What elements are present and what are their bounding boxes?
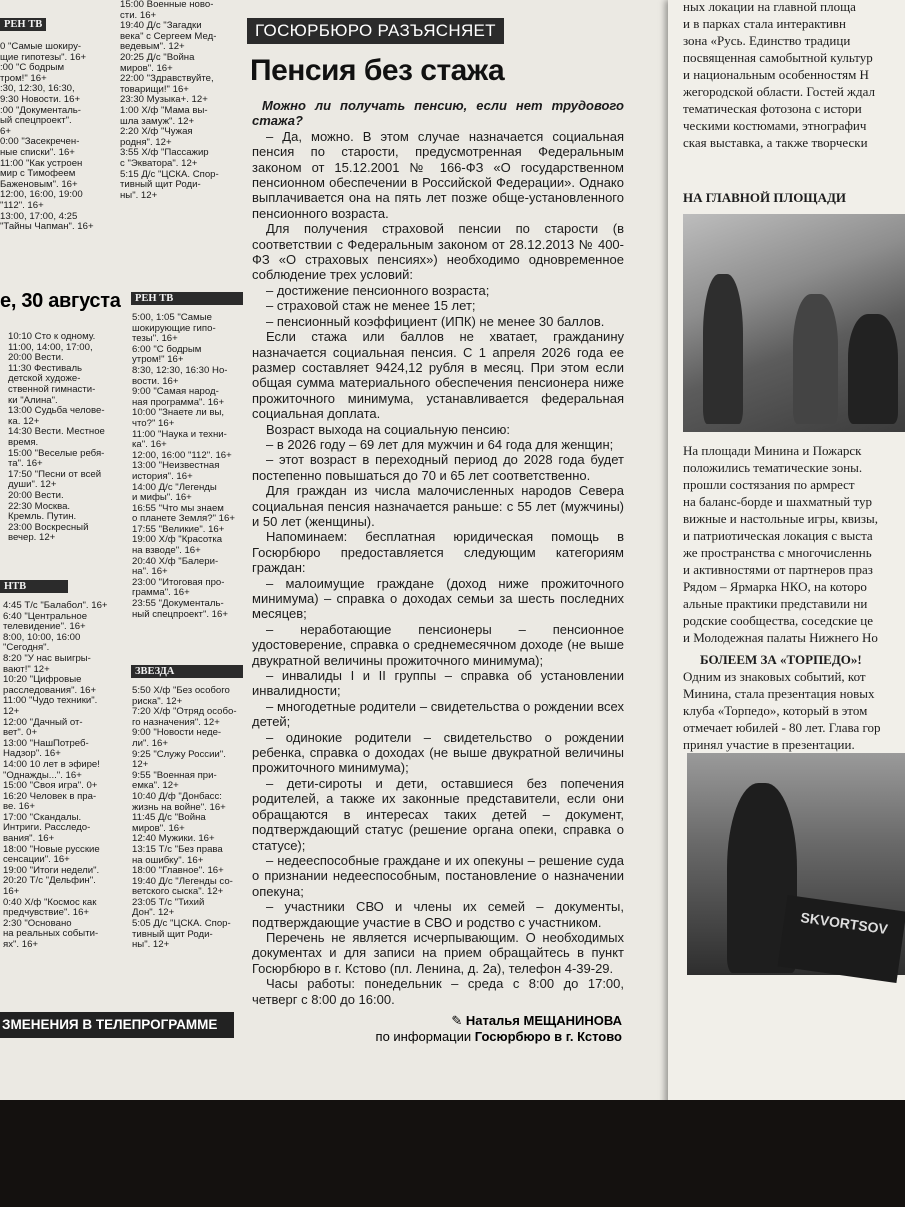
pen-icon: ✎ [451,1013,466,1028]
festival-photo [683,214,905,432]
table-background [0,1100,905,1207]
right-low-text: Одним из знаковых событий, кот Минина, стала презентация новых клуба «Торпедо», который в этом отмечает юбилей - 80 лет. Глава гор принял участие в презентации. [683,669,881,752]
tv-column-channel1 [8,332,122,544]
article-list-item: – пенсионный коэффициент (ИПК) не менее 30 баллов. [266,313,605,329]
article-paragraph: Напоминаем: бесплатная юридическая помощь в Госюрбюро предоставляется следующим категориям граждан: [252,529,624,576]
section-heading-main-square: НА ГЛАВНОЙ ПЛОЩАДИ [683,190,847,205]
right-mid-text: На площади Минина и Пожарск положились тематические зоны. прошли состязания по армрест на баланс-борде и шахматный тур вижные и настольные игры, квизы, и патриотическая локация с выста же пространства с многочисленнь и активностями от партнеров праз Рядом – Ярмарка НКО, на которо альные практики представили ни родские сообщества, соседские це и Молодежная палаты Нижнего Но [683,443,879,645]
article-list-item: – одинокие родители – свидетельство о рождении ребенка, справка о доходах (не выше двукратной величины прожиточного минимума); [252,729,624,776]
tv-changes-banner: ЗМЕНЕНИЯ В ТЕЛЕПРОГРАММЕ [0,1012,234,1038]
article-list-item: – инвалиды I и II группы – справка об установлении инвалидности; [252,668,624,699]
article-body [252,98,624,1007]
tv-column-ren [132,313,242,620]
tv-listing: 5:00, 1:05 "Самые шокирующие гипо- тезы". 16+ 6:00 "С бодрым утром!" 16+ 8:30, 12:30, 16:30 Но- вости. 16+ 9:00 "Самая народ- ная программа". 16+ 10:00 "Знаете ли вы, что?" 16+ 11:00 "Наука и техни- ка". 16+ 12:00, 16:00 "112". 16+ 13:00 "Неизвестная история". 16+ 14:00 Д/с "Легенды и мифы". 16+ 16:55 "Что мы знаем о планете Земля?" 16+ 17:55 "Великие". 16+ 19:00 Х/ф "Красотка на взводе". 16+ 20:40 Х/ф "Балери- на". 16+ 23:00 "Итоговая про- грамма". 16+ 23:55 "Документаль- ный спецпроект". 16+ [132,312,235,620]
article-paragraph: Для получения страховой пенсии по старости (в соответствии с Федеральным законом от 28.12.2013 № 400-ФЗ «О страховых пенсиях») необходимо одновременное соблюдение трех условий: [252,221,624,283]
article-paragraph: Для граждан из числа малочисленных народов Севера социальная пенсия назначается раньше: с 55 лет (мужчины) и 50 лет (женщины). [252,483,624,529]
article-list-item: – многодетные родители – свидетельства о рождении всех детей; [252,698,624,730]
channel-label-zvezda: ЗВЕЗДА [131,665,243,678]
section-heading-torpedo: БОЛЕЕМ ЗА «ТОРПЕДО»! [700,652,862,667]
tv-listing: 10:10 Сто к одному. 11:00, 14:00, 17:00, 20:00 Вести. 11:30 Фестиваль детской художе- ственной гимнасти- ки "Алина". 13:00 Судьба челове- ка. 12+ 14:30 Вести. Местное время. 15:00 "Веселые ребя- та". 16+ 17:50 "Песни от всей души". 12+ 20:00 Вести. 22:30 Москва. Кремль. Путин. 23:00 Воскресный вечер. 12+ [8,331,105,544]
article-list-item: – участники СВО и члены их семей – документы, подтверждающие участие в СВО и родство с участником. [252,899,624,930]
article-list-item: – этот возраст в переходный период до 2028 года будет постепенно повышаться до 70 и 65 лет соответственно. [252,452,624,483]
hockey-jersey: SKVORTSOV [778,895,905,983]
article-list-item: – в 2026 году – 69 лет для мужчин и 64 года для женщин; [266,436,614,452]
source-name: Госюрбюро в г. Кстово [474,1029,622,1044]
article-paragraph: Перечень не является исчерпывающим. О необходимых документах и для записи на прием обращайтесь в пункт Госюрбюро в г. Кстово (пл. Ленина, д. 2а), телефон 4-39-29. [252,929,624,976]
channel-label-ren: РЕН ТВ [131,292,243,305]
article-list-item: – страховой стаж не менее 15 лет; [266,298,476,314]
right-top-text: ных локации на главной площа и в парках стала интерактивн зона «Русь. Единство традици посвященная самобытной культур и национальным особенностям Н жегородской области. Гостей ждал тематическая фотозона с истори ческими костюмами, этнографич ская выставка, а также творчески [683,0,876,150]
tv-listing: 5:50 Х/ф "Без особого риска". 12+ 7:20 Х/ф "Отряд особо- го назначения". 12+ 9:00 "Новости неде- ли". 16+ 9:25 "Служу России". 12+ 9:55 "Военная при- емка". 12+ 10:40 Д/ф "Донбасс: жизнь на войне". 16+ 11:45 Д/с "Война миров". 16+ 12:40 Мужики. 16+ 13:15 Т/с "Без права на ошибку". 16+ 18:00 "Главное". 16+ 19:40 Д/с "Легенды со- ветского сыска". 12+ 23:05 Т/с "Тихий Дон". 12+ 5:05 Д/с "ЦСКА. Спор- тивный щит Роди- ны". 12+ [132,685,237,951]
date-heading: е, 30 августа [0,290,121,312]
channel-label-ntv: НТВ [0,580,68,593]
photo-figure [793,294,838,424]
tv-listing: 4:45 Т/с "Балабол". 16+ 6:40 "Центральное телевидение". 16+ 8:00, 10:00, 16:00 "Сегодня". 8:20 "У нас выигры- вают!" 12+ 10:20 "Цифровые расследования". 16+ 11:00 "Чудо техники". 12+ 12:00 "Дачный от- вет". 0+ 13:00 "НашПотреб- Надзор". 16+ 14:00 10 лет в эфире! "Однажды...". 16+ 15:00 "Своя игра". 0+ 16:20 Человек в пра- ве. 16+ 17:00 "Скандалы. Интриги. Расследо- вания". 16+ 18:00 "Новые русские сенсации". 16+ 19:00 "Итоги недели". 20:20 Т/с "Дельфин". 16+ 0:40 Х/ф "Космос как предчувствие". 16+ 2:30 "Основано на реальных событи- ях". 16+ [3,600,108,950]
article-question: Можно ли получать пенсию, если нет трудового стажа? [252,98,624,129]
article-paragraph: Если стажа или баллов не хватает, гражданину назначается социальная пенсия. С 1 апреля 2026 года ее размер составляет 9424,12 рубля в месяц. При этом если общая сумма материального обеспечения пенсионера ниже прожиточного минимума, устанавливается федеральная социальная доплата. [252,329,624,422]
photo-figure [848,314,898,424]
tv-column-zvezda [132,686,242,951]
tv-column-ntv [3,601,123,951]
article-paragraph: Возраст выхода на социальную пенсию: [266,421,511,437]
tv-listing: 0 "Самые шокиру- щие гипотезы". 16+ :00 "С бодрым тром!" 16+ :30, 12:30, 16:30, 9:30 Новости. 16+ :00 "Документаль- ый спецпроект". 6+ 0:00 "Засекречен- ные списки". 16+ 11:00 "Как устроен мир с Тимофеем Баженовым". 16+ 12:00, 16:00, 19:00 "112". 16+ 13:00, 17:00, 4:25 "Тайны Чапман". 16+ [0,41,94,233]
article-byline [290,1013,622,1045]
article-list-item: – неработающие пенсионеры – пенсионное удостоверение, справка о среднемесячном доходе (не выше двукратной величины прожиточного минимума); [252,621,624,668]
tv-column-top-left [0,42,118,233]
article-list-item: – недееспособные граждане и их опекуны – решение суда о признании недееспособным, постановление о назначении опекуна; [252,852,624,899]
source-prefix: по информации [375,1029,475,1044]
article-list-item: – малоимущие граждане (доход ниже прожиточного минимума) – справка о доходах семьи за шесть последних месяцев; [252,575,624,622]
tv-listing: 15:00 Военные ново- сти. 16+ 19:40 Д/с "Загадки века" с Сергеем Мед- ведевым". 12+ 20:25 Д/с "Война миров". 16+ 22:00 "Здравствуйте, товарищи!" 16+ 23:30 Музыка+. 12+ 1:00 Х/ф "Мама вы- шла замуж". 12+ 2:20 Х/ф "Чужая родня". 12+ 3:55 Х/ф "Пассажир с "Экватора". 12+ 5:15 Д/с "ЦСКА. Спор- тивный щит Роди- ны". 12+ [120,0,219,201]
photo-figure [703,274,743,424]
channel-label-ren-top: РЕН ТВ [0,18,46,31]
article-rubric: ГОСЮРБЮРО РАЗЪЯСНЯЕТ [247,18,504,44]
article-title: Пенсия без стажа [250,54,505,87]
article-paragraph: – Да, можно. В этом случае назначается социальная пенсия по старости, предусмотренная Федеральным законом от 15.12.2001 № 166-ФЗ «О государственном пенсионном обеспечении в Российской Федерации». Однако выплачивается она на пять лет позже обще-установленного пенсионного возраста. [252,128,624,221]
tv-column-top-right [120,0,238,201]
presentation-photo [687,753,905,975]
article-list-item: – дети-сироты и дети, оставшиеся без попечения родителей, а также их законные представители, если они обращаются в интересах таких детей – документ, подтверждающий статус (решение органа опеки, справка о статусе); [252,775,624,853]
author-name: Наталья МЕЩАНИНОВА [465,1013,622,1028]
article-list-item: – достижение пенсионного возраста; [266,282,490,298]
article-paragraph: Часы работы: понедельник – среда с 8:00 до 17:00, четверг с 8:00 до 16:00. [252,976,624,1007]
